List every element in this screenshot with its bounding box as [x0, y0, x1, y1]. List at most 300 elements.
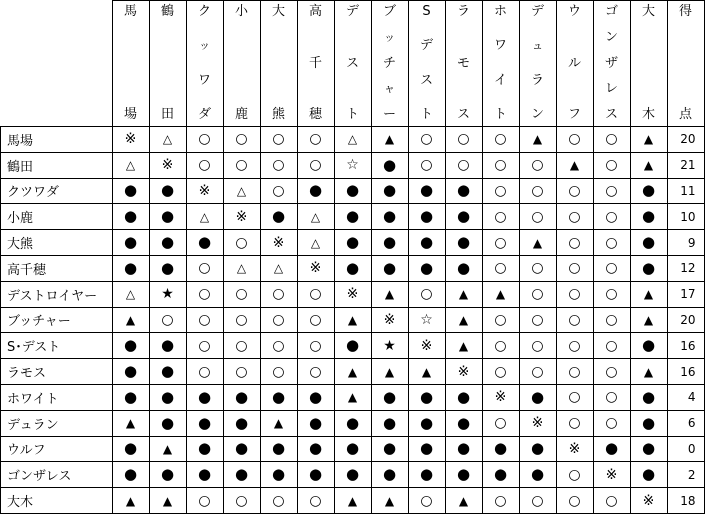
result-cell — [519, 462, 556, 488]
result-cell — [445, 127, 482, 153]
result-cell — [149, 333, 186, 359]
result-cell — [186, 204, 223, 230]
result-cell — [519, 255, 556, 281]
column-header — [445, 1, 482, 127]
result-symbol: ● — [456, 387, 471, 406]
result-cell — [112, 255, 149, 281]
result-cell — [334, 204, 371, 230]
result-cell — [223, 307, 260, 333]
result-cell — [371, 127, 408, 153]
result-symbol: △ — [125, 287, 136, 302]
result-symbol: △ — [236, 261, 247, 276]
result-cell — [445, 230, 482, 256]
result-cell — [556, 152, 593, 178]
result-cell — [149, 462, 186, 488]
result-symbol: ○ — [235, 337, 248, 354]
result-cell — [593, 204, 630, 230]
result-cell — [519, 230, 556, 256]
result-symbol: ○ — [420, 157, 433, 174]
result-cell — [297, 436, 334, 462]
result-cell — [112, 178, 149, 204]
result-cell — [556, 384, 593, 410]
result-symbol: ● — [641, 413, 656, 432]
result-cell — [482, 230, 519, 256]
result-cell — [445, 255, 482, 281]
result-symbol: ▲ — [125, 493, 136, 508]
result-cell — [519, 178, 556, 204]
header-label-vertical — [187, 1, 223, 122]
result-cell — [297, 127, 334, 153]
points-cell: 9 — [667, 230, 704, 256]
result-cell — [482, 359, 519, 385]
result-symbol: ○ — [568, 311, 581, 328]
result-symbol: ○ — [420, 286, 433, 303]
column-header — [186, 1, 223, 127]
result-cell — [223, 333, 260, 359]
result-symbol: ● — [271, 207, 286, 226]
result-symbol: ※ — [605, 466, 618, 483]
header-label-vertical — [594, 1, 630, 122]
result-cell — [186, 410, 223, 436]
result-symbol: △ — [273, 261, 284, 276]
result-symbol: ● — [123, 233, 138, 252]
wrestler-name: 小鹿 — [1, 204, 113, 230]
result-symbol: ○ — [457, 131, 470, 148]
result-symbol: ● — [641, 439, 656, 458]
header-char: ウ — [567, 4, 581, 19]
result-symbol: ● — [456, 258, 471, 277]
result-symbol: ※ — [642, 492, 655, 509]
result-cell — [260, 178, 297, 204]
result-cell — [630, 255, 667, 281]
result-cell — [630, 307, 667, 333]
result-cell — [593, 436, 630, 462]
result-cell — [297, 152, 334, 178]
result-symbol: ● — [123, 258, 138, 277]
result-symbol: ● — [197, 465, 212, 484]
result-cell — [297, 230, 334, 256]
header-char: 点 — [678, 107, 692, 122]
wrestler-name: 高千穂 — [1, 255, 113, 281]
table-row — [1, 204, 705, 230]
result-cell — [112, 152, 149, 178]
header-char: ト — [345, 107, 359, 122]
header-char: ダ — [197, 106, 211, 122]
result-cell — [297, 307, 334, 333]
result-cell — [149, 384, 186, 410]
column-header — [482, 1, 519, 127]
wrestler-name: ウルフ — [1, 436, 113, 462]
result-symbol: △ — [310, 209, 321, 224]
result-cell — [223, 204, 260, 230]
result-cell — [556, 410, 593, 436]
result-symbol: ● — [123, 387, 138, 406]
result-symbol: ● — [271, 387, 286, 406]
points-cell: 16 — [667, 359, 704, 385]
result-cell — [556, 462, 593, 488]
result-cell — [112, 384, 149, 410]
result-symbol: ● — [456, 181, 471, 200]
header-char: 小 — [234, 4, 248, 19]
result-symbol: ● — [234, 387, 249, 406]
result-symbol: ○ — [605, 363, 618, 380]
result-symbol: ● — [345, 207, 360, 226]
result-cell — [260, 410, 297, 436]
result-symbol: ▲ — [384, 132, 395, 147]
header-label-vertical — [298, 1, 334, 122]
result-cell — [630, 127, 667, 153]
header-label-vertical — [113, 1, 149, 122]
result-cell — [593, 410, 630, 436]
points-cell: 16 — [667, 333, 704, 359]
result-cell — [297, 204, 334, 230]
header-char: ブ — [382, 4, 396, 19]
result-symbol: ○ — [605, 492, 618, 509]
result-symbol: ● — [419, 258, 434, 277]
result-cell — [445, 462, 482, 488]
table-row — [1, 178, 705, 204]
result-symbol: ※ — [346, 286, 359, 303]
result-cell — [445, 204, 482, 230]
result-symbol: ● — [493, 439, 508, 458]
result-symbol: ○ — [605, 311, 618, 328]
result-cell — [482, 307, 519, 333]
result-symbol: ● — [308, 439, 323, 458]
result-symbol: ● — [382, 181, 397, 200]
result-symbol: ※ — [235, 208, 248, 225]
result-cell — [112, 204, 149, 230]
result-cell — [556, 127, 593, 153]
result-cell — [297, 281, 334, 307]
result-symbol: ○ — [568, 363, 581, 380]
result-cell — [334, 307, 371, 333]
result-cell — [186, 488, 223, 514]
header-char: ト — [493, 106, 507, 122]
table-row — [1, 410, 705, 436]
column-header — [408, 1, 445, 127]
result-cell — [371, 255, 408, 281]
column-header — [149, 1, 186, 127]
result-symbol: ★ — [161, 286, 174, 303]
result-cell — [371, 230, 408, 256]
result-symbol: ○ — [605, 415, 618, 432]
result-cell — [371, 204, 408, 230]
result-cell — [112, 436, 149, 462]
result-cell — [334, 488, 371, 514]
result-cell — [334, 410, 371, 436]
result-cell — [482, 178, 519, 204]
result-symbol: ● — [382, 258, 397, 277]
result-symbol: ▲ — [125, 416, 136, 431]
result-symbol: ▲ — [347, 364, 358, 379]
result-cell — [223, 436, 260, 462]
result-cell — [260, 255, 297, 281]
result-symbol: ○ — [198, 363, 211, 380]
column-header — [630, 1, 667, 127]
result-symbol: ● — [530, 387, 545, 406]
result-cell — [112, 307, 149, 333]
result-symbol: ○ — [568, 234, 581, 251]
result-cell — [556, 255, 593, 281]
header-label-vertical — [520, 1, 556, 122]
table-row — [1, 333, 705, 359]
result-symbol: ○ — [272, 363, 285, 380]
result-symbol: ● — [641, 465, 656, 484]
result-symbol: ※ — [568, 440, 581, 457]
result-symbol: ○ — [198, 131, 211, 148]
result-cell — [297, 178, 334, 204]
result-symbol: ● — [160, 258, 175, 277]
result-symbol: ▲ — [643, 158, 654, 173]
result-cell — [482, 255, 519, 281]
header-char: ッ — [199, 39, 210, 53]
result-cell — [260, 127, 297, 153]
result-cell — [482, 436, 519, 462]
header-char: ス — [419, 72, 433, 88]
result-cell — [630, 152, 667, 178]
result-cell — [371, 410, 408, 436]
header-char: 得 — [678, 4, 692, 19]
result-cell — [149, 178, 186, 204]
result-cell — [445, 488, 482, 514]
wrestler-name: デュラン — [1, 410, 113, 436]
result-symbol: ○ — [420, 131, 433, 148]
header-char: 大 — [271, 4, 285, 19]
result-cell — [186, 333, 223, 359]
result-cell — [223, 230, 260, 256]
result-cell — [334, 281, 371, 307]
result-cell — [593, 230, 630, 256]
result-cell — [630, 178, 667, 204]
result-symbol: ○ — [494, 182, 507, 199]
result-cell — [371, 178, 408, 204]
header-char: デ — [345, 4, 359, 19]
result-cell — [223, 359, 260, 385]
header-char: 穂 — [308, 107, 322, 122]
result-symbol: ○ — [494, 260, 507, 277]
result-symbol: ● — [308, 413, 323, 432]
result-symbol: ○ — [605, 208, 618, 225]
result-symbol: △ — [310, 235, 321, 250]
result-symbol: ▲ — [384, 493, 395, 508]
result-symbol: ● — [382, 387, 397, 406]
result-cell — [482, 152, 519, 178]
result-symbol: ○ — [494, 311, 507, 328]
result-symbol: ☆ — [346, 157, 359, 174]
result-symbol: ○ — [272, 157, 285, 174]
result-symbol: ○ — [568, 260, 581, 277]
result-symbol: ○ — [494, 492, 507, 509]
result-cell — [519, 281, 556, 307]
result-cell — [445, 410, 482, 436]
result-symbol: ▲ — [273, 416, 284, 431]
result-symbol: ● — [382, 439, 397, 458]
result-cell — [630, 230, 667, 256]
result-symbol: ○ — [420, 492, 433, 509]
result-cell — [223, 384, 260, 410]
result-cell — [297, 333, 334, 359]
result-symbol: ○ — [605, 337, 618, 354]
result-symbol: ● — [160, 387, 175, 406]
result-symbol: ○ — [272, 311, 285, 328]
result-symbol: ○ — [494, 157, 507, 174]
result-cell — [445, 359, 482, 385]
result-cell — [260, 333, 297, 359]
header-label-vertical — [668, 1, 704, 122]
result-symbol: ○ — [531, 311, 544, 328]
result-symbol: ● — [419, 387, 434, 406]
result-symbol: ○ — [605, 260, 618, 277]
result-cell — [371, 462, 408, 488]
result-symbol: ○ — [272, 131, 285, 148]
result-cell — [260, 230, 297, 256]
result-cell — [630, 410, 667, 436]
result-cell — [593, 152, 630, 178]
result-symbol: ● — [382, 207, 397, 226]
result-symbol: ● — [345, 413, 360, 432]
points-cell: 20 — [667, 307, 704, 333]
header-char: ワ — [493, 38, 507, 54]
result-cell — [149, 307, 186, 333]
result-symbol: ☆ — [420, 311, 433, 328]
result-cell — [260, 384, 297, 410]
result-symbol: ● — [197, 387, 212, 406]
header-label-vertical — [335, 1, 371, 122]
result-symbol: ○ — [198, 337, 211, 354]
points-cell: 11 — [667, 178, 704, 204]
result-cell — [334, 462, 371, 488]
result-symbol: ○ — [531, 337, 544, 354]
header-char: 千 — [308, 55, 322, 71]
header-char: 田 — [160, 107, 174, 122]
result-cell — [593, 488, 630, 514]
result-symbol: ○ — [309, 492, 322, 509]
result-symbol: ○ — [568, 389, 581, 406]
result-symbol: ▲ — [421, 364, 432, 379]
result-symbol: ▲ — [643, 132, 654, 147]
result-cell — [149, 359, 186, 385]
result-symbol: △ — [125, 158, 136, 173]
result-cell — [519, 204, 556, 230]
result-cell — [371, 488, 408, 514]
header-char: フ — [567, 107, 581, 122]
result-cell — [149, 488, 186, 514]
result-symbol: ○ — [568, 415, 581, 432]
wrestler-name: 馬場 — [1, 127, 113, 153]
result-symbol: ● — [641, 336, 656, 355]
result-cell — [408, 307, 445, 333]
result-cell — [556, 204, 593, 230]
result-cell — [519, 307, 556, 333]
result-cell — [223, 152, 260, 178]
result-cell — [519, 359, 556, 385]
result-cell — [334, 333, 371, 359]
result-symbol: ○ — [531, 208, 544, 225]
header-char: 木 — [641, 107, 655, 122]
wrestler-name: ブッチャー — [1, 307, 113, 333]
result-symbol: ○ — [605, 131, 618, 148]
result-symbol: ● — [419, 439, 434, 458]
result-cell — [149, 281, 186, 307]
result-cell — [519, 127, 556, 153]
table-row — [1, 462, 705, 488]
result-cell — [260, 488, 297, 514]
header-label-vertical — [261, 1, 297, 122]
result-cell — [260, 281, 297, 307]
wrestler-name: 鶴田 — [1, 152, 113, 178]
result-symbol: ○ — [531, 492, 544, 509]
header-char: 馬 — [123, 4, 137, 19]
result-cell — [112, 127, 149, 153]
result-symbol: ▲ — [569, 158, 580, 173]
result-symbol: ● — [160, 413, 175, 432]
result-cell — [112, 462, 149, 488]
result-cell — [408, 359, 445, 385]
result-cell — [371, 333, 408, 359]
table-row — [1, 152, 705, 178]
result-symbol: ○ — [605, 286, 618, 303]
result-symbol: ○ — [235, 157, 248, 174]
result-symbol: ● — [641, 387, 656, 406]
result-symbol: ○ — [494, 363, 507, 380]
result-symbol: ○ — [309, 131, 322, 148]
header-char: ー — [382, 107, 396, 122]
result-symbol: ▲ — [643, 287, 654, 302]
result-cell — [297, 359, 334, 385]
header-row — [1, 1, 705, 127]
result-symbol: ● — [641, 258, 656, 277]
result-symbol: ● — [197, 439, 212, 458]
result-symbol: ○ — [568, 337, 581, 354]
result-symbol: ○ — [494, 131, 507, 148]
result-cell — [630, 384, 667, 410]
result-cell — [593, 178, 630, 204]
result-symbol: ※ — [198, 182, 211, 199]
result-cell — [630, 359, 667, 385]
result-symbol: ○ — [309, 286, 322, 303]
result-cell — [186, 127, 223, 153]
result-symbol: ○ — [494, 415, 507, 432]
result-cell — [556, 230, 593, 256]
header-char: 鹿 — [234, 107, 248, 122]
result-symbol: ● — [641, 207, 656, 226]
result-cell — [260, 152, 297, 178]
result-symbol: ○ — [531, 260, 544, 277]
wrestler-name: デストロイヤー — [1, 281, 113, 307]
table-row — [1, 127, 705, 153]
result-cell — [297, 255, 334, 281]
result-symbol: ▲ — [458, 312, 469, 327]
result-cell — [186, 255, 223, 281]
result-symbol: ▲ — [162, 493, 173, 508]
result-cell — [482, 333, 519, 359]
result-cell — [186, 462, 223, 488]
header-char: モ — [456, 55, 470, 71]
result-cell — [630, 204, 667, 230]
result-cell — [334, 178, 371, 204]
header-char: ワ — [197, 72, 211, 88]
result-cell — [519, 152, 556, 178]
column-header — [297, 1, 334, 127]
result-cell — [371, 384, 408, 410]
result-symbol: ● — [345, 465, 360, 484]
result-cell — [482, 384, 519, 410]
result-symbol: ● — [308, 465, 323, 484]
result-cell — [630, 436, 667, 462]
result-cell — [408, 436, 445, 462]
result-cell — [371, 359, 408, 385]
result-cell — [556, 307, 593, 333]
